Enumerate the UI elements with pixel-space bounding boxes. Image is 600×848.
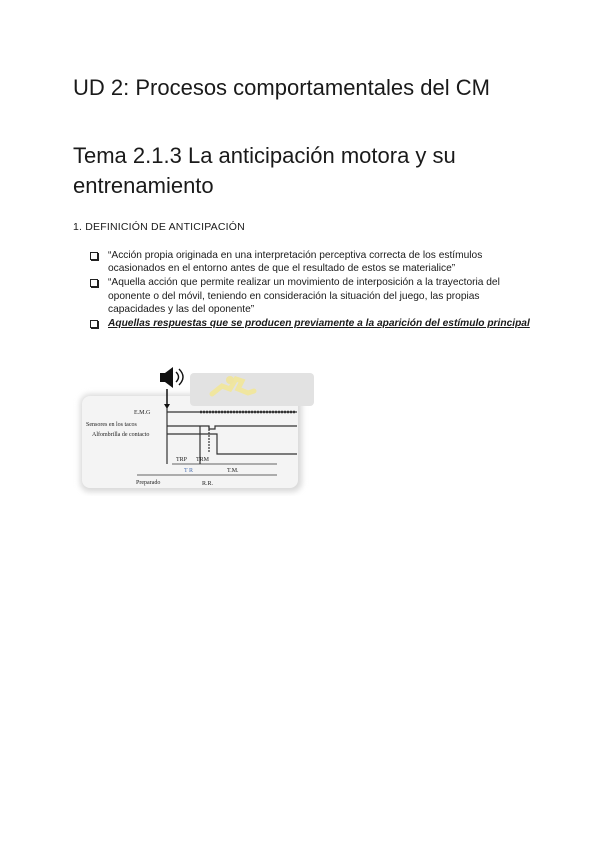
tr-label: T R [184, 468, 194, 474]
trp-label: TRP [176, 457, 188, 463]
diagram-svg [72, 364, 324, 496]
bullet-list [90, 249, 530, 331]
list-item [90, 317, 530, 330]
bullet-text: “Acción propia originada en una interpretación perceptiva correcta de los estímulos ocasionados en el entorno antes de que el resultado de estos se materialice” [108, 250, 483, 275]
rr-label: R.R. [202, 481, 214, 487]
list-item [90, 276, 530, 316]
tm-label: T.M. [227, 468, 239, 474]
mat-label: Alfombrilla de contacto [92, 432, 150, 438]
bullet-text: “Aquella acción que permite realizar un movimiento de interposición a la trayectoria del oponente o del móvil, teniendo en consideración la situación del juego, las propias capacidades y las del oponente” [108, 277, 500, 315]
sensors-label: Sensores en los tacos [86, 422, 137, 428]
emg-label: E.M.G [134, 410, 151, 416]
unit-title: UD 2: Procesos comportamentales del CM [73, 75, 490, 100]
prep-label: Preparado [136, 480, 161, 486]
square-bullet-icon [90, 252, 98, 260]
trm-label: TRM [196, 457, 210, 463]
diagram-panel [82, 396, 298, 488]
topic-title: Tema 2.1.3 La anticipación motora y su entrenamiento [73, 143, 456, 198]
bullet-text: Aquellas respuestas que se producen previamente a la aparición del estímulo principal [108, 318, 530, 330]
square-bullet-icon [90, 279, 98, 287]
list-item [90, 249, 530, 275]
section-heading: 1. DEFINICIÓN DE ANTICIPACIÓN [73, 221, 245, 233]
anticipation-timing-diagram [72, 364, 324, 496]
square-bullet-icon [90, 320, 98, 328]
sprinter-head [226, 376, 234, 384]
